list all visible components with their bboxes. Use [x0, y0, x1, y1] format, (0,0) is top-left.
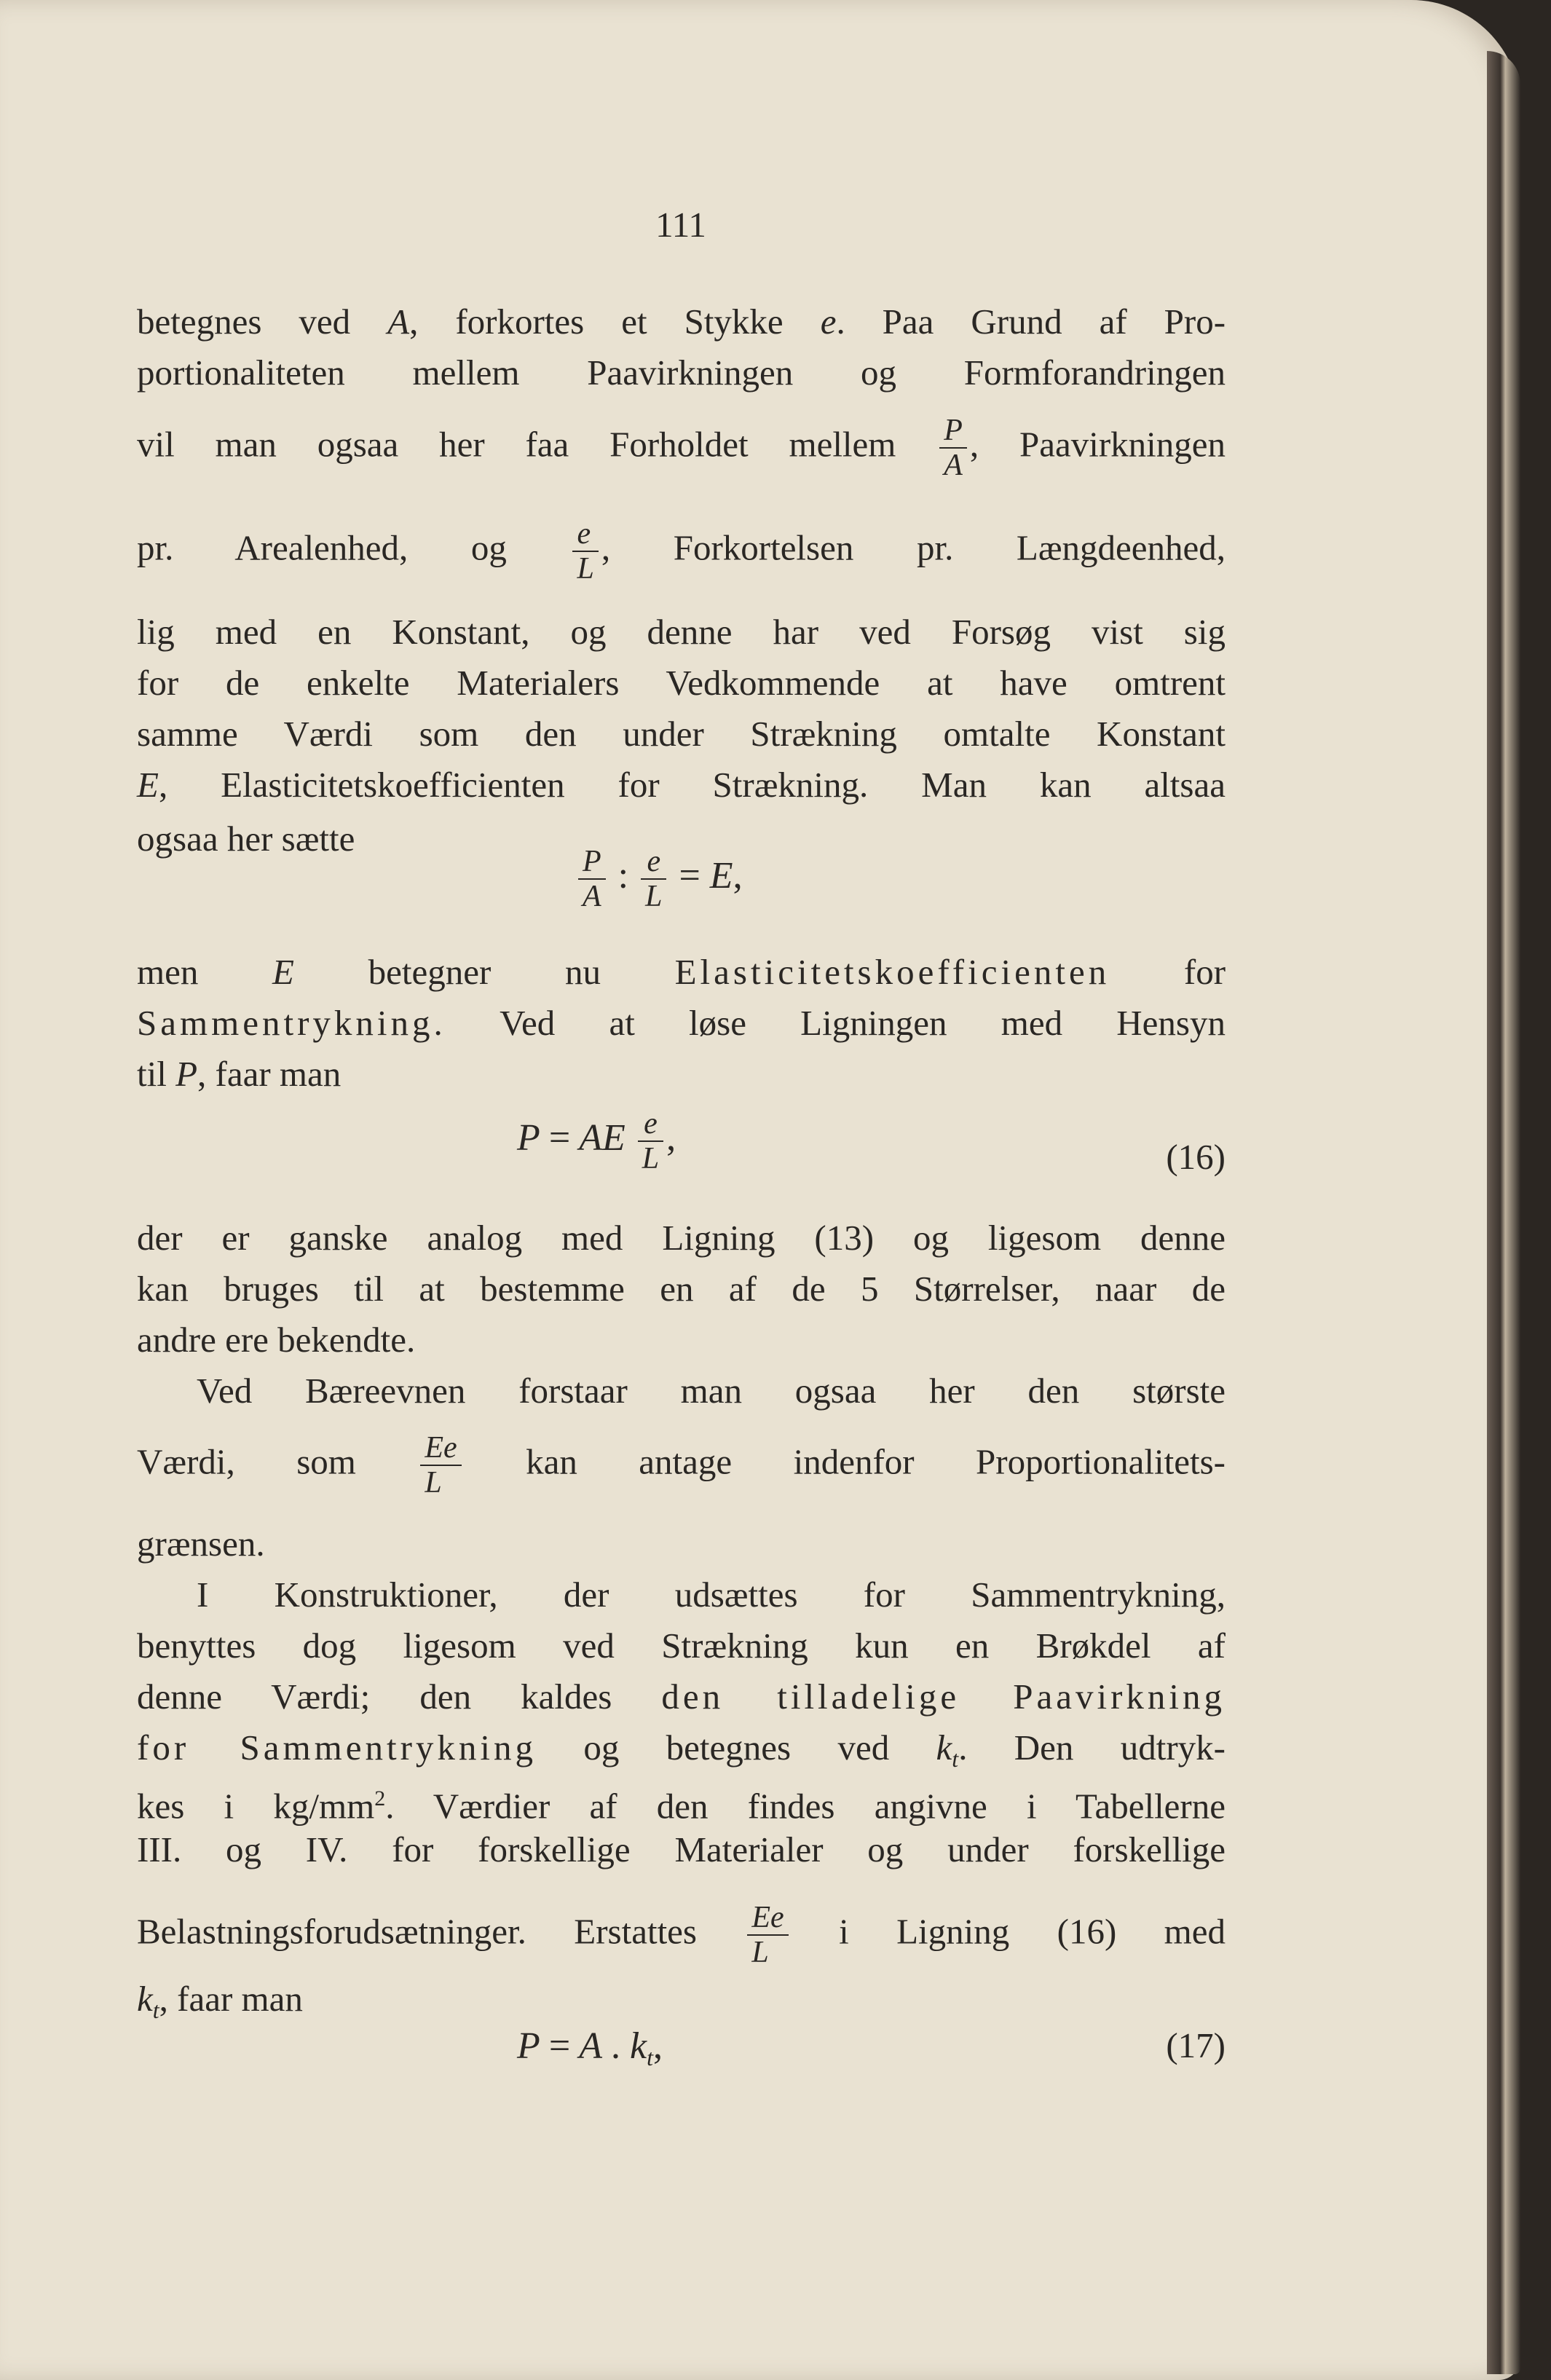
text-line: benyttes dog ligesom ved Strækning kun en Brøkdel af — [137, 1626, 1226, 1666]
text-line: Ved Bæreevnen forstaar man ogsaa her den største — [197, 1371, 1226, 1411]
text-line: men E betegner nu Elasticitetskoefficienten for — [137, 952, 1226, 992]
text-line: $k_t$, faar man — [137, 1979, 303, 2023]
text-line: pr. Arealenhed, og $\frac{e}{L}$ , Forkortelsen pr. Længdeenhed, — [137, 517, 1226, 586]
page-edge — [1487, 51, 1520, 2374]
text-line: til P, faar man — [137, 1054, 342, 1094]
page-number: 111 — [655, 205, 706, 245]
text-line: samme Værdi som den under Strækning omtalte Konstant — [137, 714, 1226, 754]
text-line: grænsen. — [137, 1524, 265, 1564]
text-line: I Konstruktioner, der udsættes for Sammentrykning, — [197, 1575, 1226, 1615]
text-line: kan bruges til at bestemme en af de 5 Størrelser, naar de — [137, 1269, 1226, 1309]
text-line: for Sammentrykning og betegnes ved $k_t$. Den udtryk- — [137, 1727, 1226, 1772]
text-line: vil man ogsaa her faa Forholdet mellem $\frac{P}{A}$ , Paavirkningen — [137, 414, 1226, 482]
text-line: III. og IV. for forskellige Materialer og under forskellige — [137, 1829, 1226, 1869]
equation-16: P = AE $\frac{e}{L}$ , (16) — [517, 1107, 1226, 1177]
fraction-ee-over-l: $\frac{Ee}{L}$ — [420, 1431, 461, 1500]
text-line: der er ganske analog med Ligning (13) og ligesom denne — [137, 1218, 1226, 1258]
text-line: kes i $kg/mm^2$. Værdier af den findes angivne i Tabellerne — [137, 1786, 1226, 1827]
text-line: Belastningsforudsætninger. Erstattes $\frac{Ee}{L}$ i Ligning (16) med — [137, 1901, 1226, 1969]
text-line: andre ere bekendte. — [137, 1320, 416, 1360]
fraction-e-over-l: $\frac{e}{L}$ — [572, 517, 598, 586]
equation-17: P = A . $k_t$, (17) — [517, 2025, 1226, 2070]
equation-p-a-e-l: $\frac{P}{A}$ : $\frac{e}{L}$ = E, — [575, 845, 743, 913]
text-line: for de enkelte Materialers Vedkommende at have omtrent — [137, 663, 1226, 703]
text-line: ogsaa her sætte — [137, 819, 355, 859]
text-line: Sammentrykning. Ved at løse Ligningen med Hensyn — [137, 1003, 1226, 1043]
text-line: denne Værdi; den kaldes den tilladelige Paavirkning — [137, 1676, 1226, 1717]
text-line: Værdi, som $\frac{Ee}{L}$ kan antage indenfor Proportionalitets- — [137, 1431, 1226, 1500]
text-line: betegnes ved A, forkortes et Stykke e. Paa Grund af Pro- — [137, 302, 1226, 342]
fraction-ee-over-l: $\frac{Ee}{L}$ — [747, 1901, 788, 1969]
fraction-p-over-a: $\frac{P}{A}$ — [939, 414, 967, 482]
text-line: E, Elasticitetskoefficienten for Strækning. Man kan altsaa — [137, 765, 1226, 805]
text-line: portionaliteten mellem Paavirkningen og Formforandringen — [137, 352, 1226, 393]
text-line: lig med en Konstant, og denne har ved Forsøg vist sig — [137, 612, 1226, 652]
